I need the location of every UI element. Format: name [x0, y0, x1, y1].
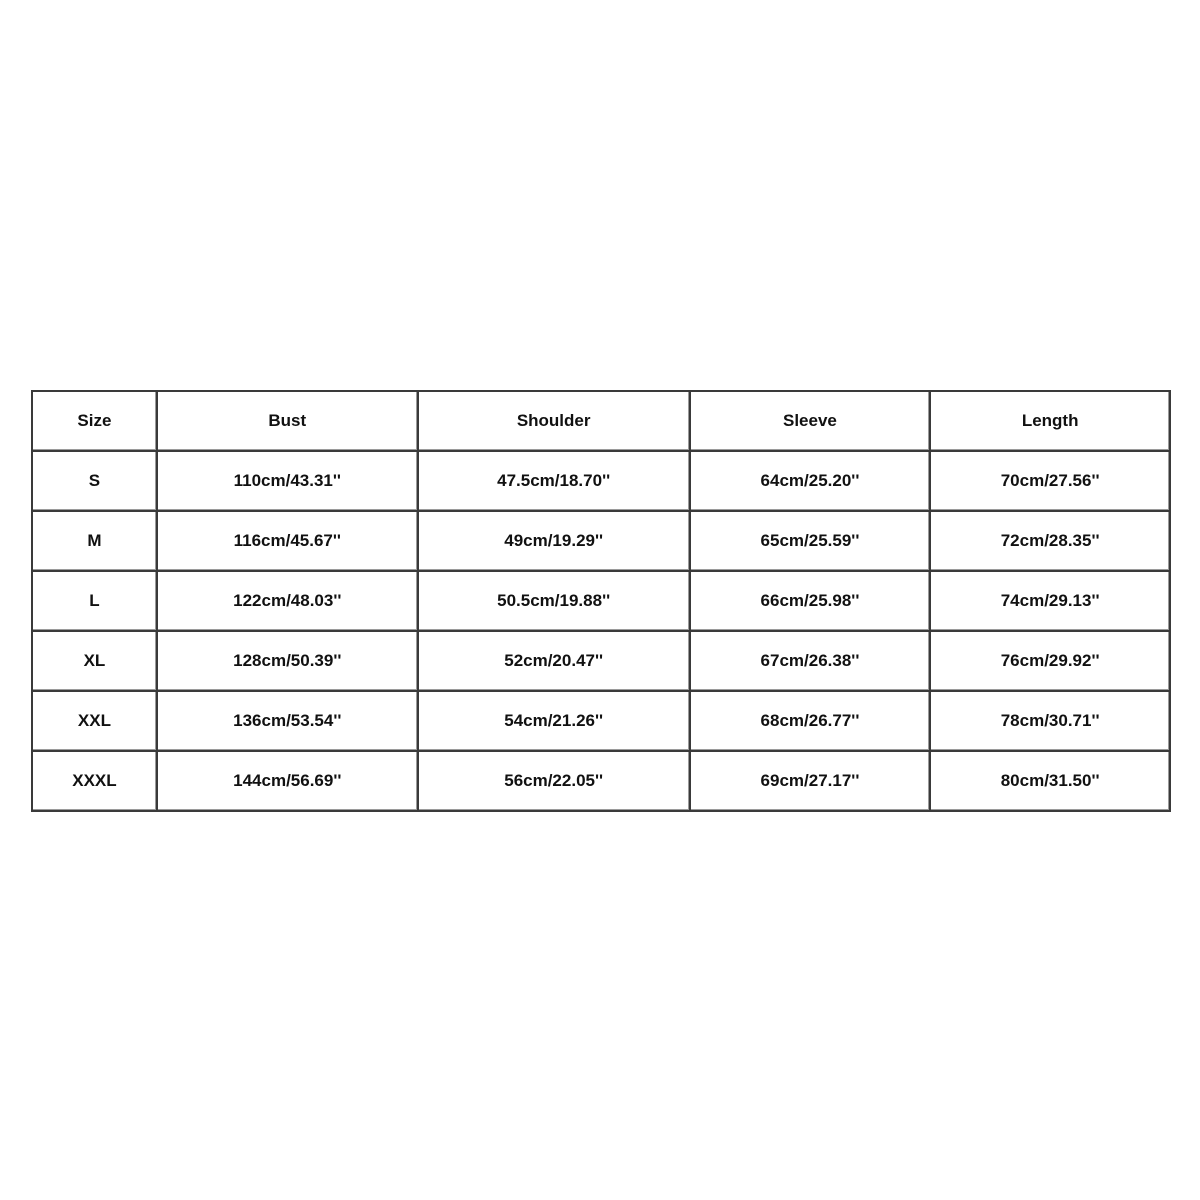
cell-bust: 136cm/53.54'': [158, 692, 419, 752]
cell-sleeve: 64cm/25.20'': [691, 452, 932, 512]
header-size: Size: [33, 392, 158, 452]
cell-size: M: [33, 512, 158, 572]
cell-sleeve: 68cm/26.77'': [691, 692, 932, 752]
cell-shoulder: 52cm/20.47'': [419, 632, 691, 692]
cell-bust: 144cm/56.69'': [158, 752, 419, 812]
table-row: [33, 692, 1171, 752]
cell-length: 80cm/31.50'': [931, 752, 1171, 812]
cell-size: XXL: [33, 692, 158, 752]
cell-shoulder: 47.5cm/18.70'': [419, 452, 691, 512]
cell-shoulder: 49cm/19.29'': [419, 512, 691, 572]
table-row: [33, 572, 1171, 632]
cell-sleeve: 66cm/25.98'': [691, 572, 932, 632]
cell-sleeve: 69cm/27.17'': [691, 752, 932, 812]
cell-length: 70cm/27.56'': [931, 452, 1171, 512]
cell-sleeve: 67cm/26.38'': [691, 632, 932, 692]
cell-size: L: [33, 572, 158, 632]
cell-length: 74cm/29.13'': [931, 572, 1171, 632]
cell-bust: 122cm/48.03'': [158, 572, 419, 632]
header-length: Length: [931, 392, 1171, 452]
header-sleeve: Sleeve: [691, 392, 932, 452]
header-bust: Bust: [158, 392, 419, 452]
cell-bust: 110cm/43.31'': [158, 452, 419, 512]
cell-length: 72cm/28.35'': [931, 512, 1171, 572]
cell-shoulder: 56cm/22.05'': [419, 752, 691, 812]
cell-sleeve: 65cm/25.59'': [691, 512, 932, 572]
table-header-row: [33, 392, 1171, 452]
cell-bust: 116cm/45.67'': [158, 512, 419, 572]
cell-bust: 128cm/50.39'': [158, 632, 419, 692]
table-row: [33, 512, 1171, 572]
cell-size: XXXL: [33, 752, 158, 812]
header-shoulder: Shoulder: [419, 392, 691, 452]
cell-length: 78cm/30.71'': [931, 692, 1171, 752]
cell-length: 76cm/29.92'': [931, 632, 1171, 692]
table-row: [33, 452, 1171, 512]
cell-shoulder: 54cm/21.26'': [419, 692, 691, 752]
cell-size: S: [33, 452, 158, 512]
cell-shoulder: 50.5cm/19.88'': [419, 572, 691, 632]
table-row: [33, 752, 1171, 812]
size-chart-table: [31, 390, 1171, 812]
table-row: [33, 632, 1171, 692]
cell-size: XL: [33, 632, 158, 692]
